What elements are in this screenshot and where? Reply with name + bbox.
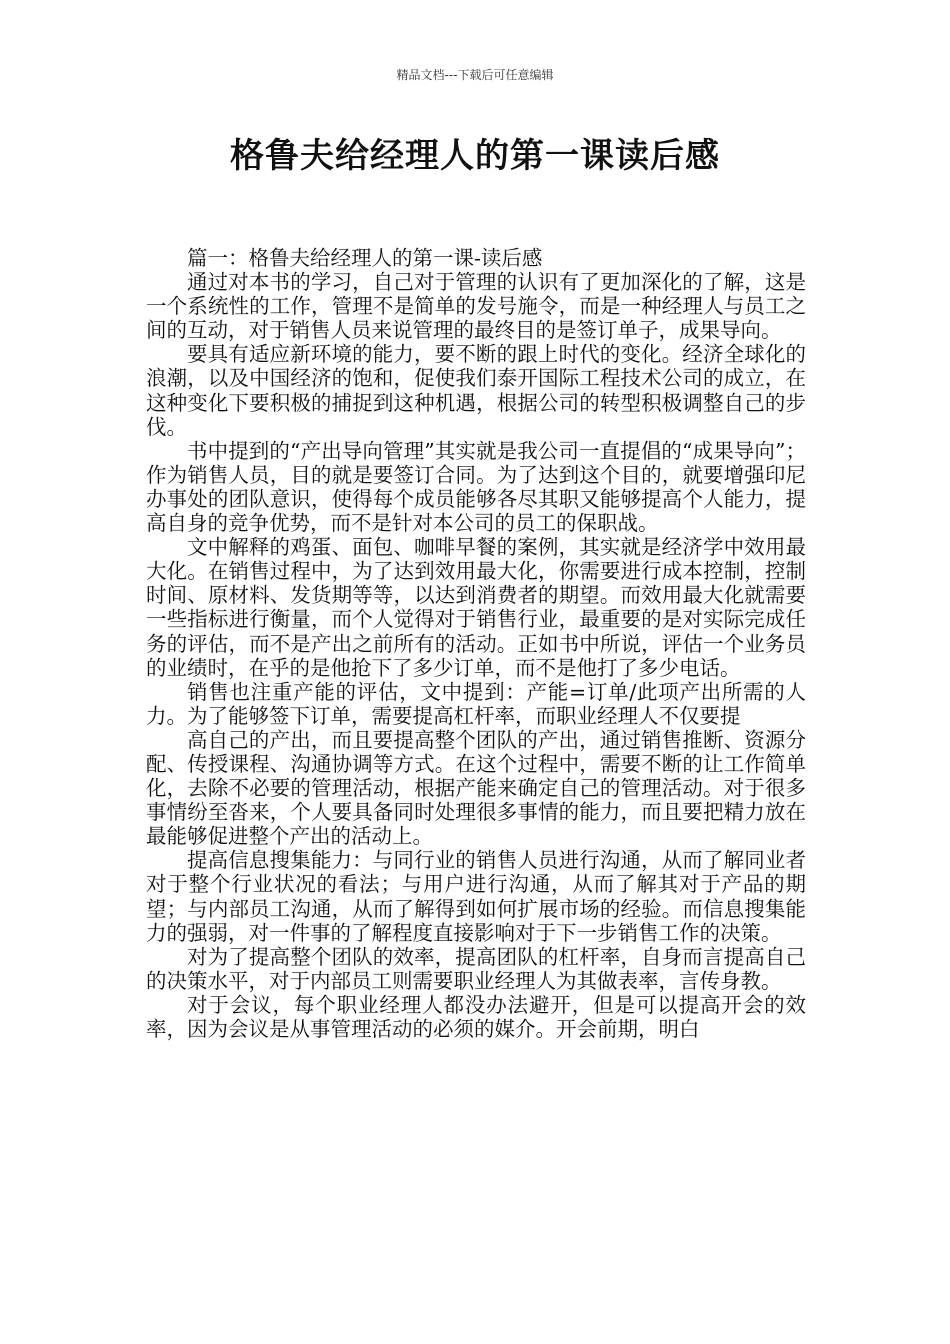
paragraph: 对为了提高整个团队的效率，提高团队的杠杆率，自身而言提高自己的决策水平，对于内部员工则需要职业经理人为其做表率，言传身教。 [146,944,806,993]
paragraph: 高自己的产出，而且要提高整个团队的产出，通过销售推断、资源分配、传授课程、沟通协调等方式。在这个过程中，需要不断的让工作简单化，去除不必要的管理活动，根据产能来确定自己的管理活动。对于很多事情纷至沓来，个人要具备同时处理很多事情的能力，而且要把精力放在最能够促进整个产出的活动上。 [146,727,806,849]
paragraph: 书中提到的“产出导向管理”其实就是我公司一直提倡的“成果导向”；作为销售人员，目的就是要签订合同。为了达到这个目的，就要增强印尼办事处的团队意识，使得每个成员能够各尽其职又能够提高个人能力，提高自身的竞争优势，而不是针对本公司的员工的保职战。 [146,438,806,536]
paragraph-section-heading: 篇一：格鲁夫给经理人的第一课-读后感 [187,246,543,270]
document-body [146,246,806,1041]
paragraph: 要具有适应新环境的能力，要不断的跟上时代的变化。经济全球化的浪潮，以及中国经济的饱和，促使我们泰开国际工程技术公司的成立，在这种变化下要积极的捕捉到这种机遇，根据公司的转型积极调整自己的步伐。 [146,342,806,439]
paragraph: 文中解释的鸡蛋、面包、咖啡早餐的案例，其实就是经济学中效用最大化。在销售过程中，为了达到效用最大化，你需要进行成本控制，控制时间、原材料、发货期等等，以达到消费者的期望。而效用最大化就需要一些指标进行衡量，而个人觉得对于销售行业，最重要的是对实际完成任务的评估，而不是产出之前所有的活动。正如书中所说，评估一个业务员的业绩时，在乎的是他抢下了多少订单，而不是他打了多少电话。 [146,535,806,680]
paragraph: 通过对本书的学习，自己对于管理的认识有了更加深化的了解，这是一个系统性的工作，管理不是简单的发号施令，而是一种经理人与员工之间的互动，对于销售人员来说管理的最终目的是签订单子，成果导向。 [146,270,806,343]
document-title: 格鲁夫给经理人的第一课读后感 [230,136,720,176]
header-note: 精品文档---下载后可任意编辑 [396,68,554,82]
paragraph: 销售也注重产能的评估，文中提到：产能=订单/此项产出所需的人力。为了能够签下订单，需要提高杠杆率，而职业经理人不仅要提 [146,679,806,728]
paragraph: 对于会议，每个职业经理人都没办法避开，但是可以提高开会的效率，因为会议是从事管理活动的必须的媒介。开会前期，明白 [146,992,806,1041]
paragraph: 提高信息搜集能力：与同行业的销售人员进行沟通，从而了解同业者对于整个行业状况的看法；与用户进行沟通，从而了解其对于产品的期望；与内部员工沟通，从而了解得到如何扩展市场的经验。而信息搜集能力的强弱，对一件事的了解程度直接影响对于下一步销售工作的决策。 [146,848,806,945]
